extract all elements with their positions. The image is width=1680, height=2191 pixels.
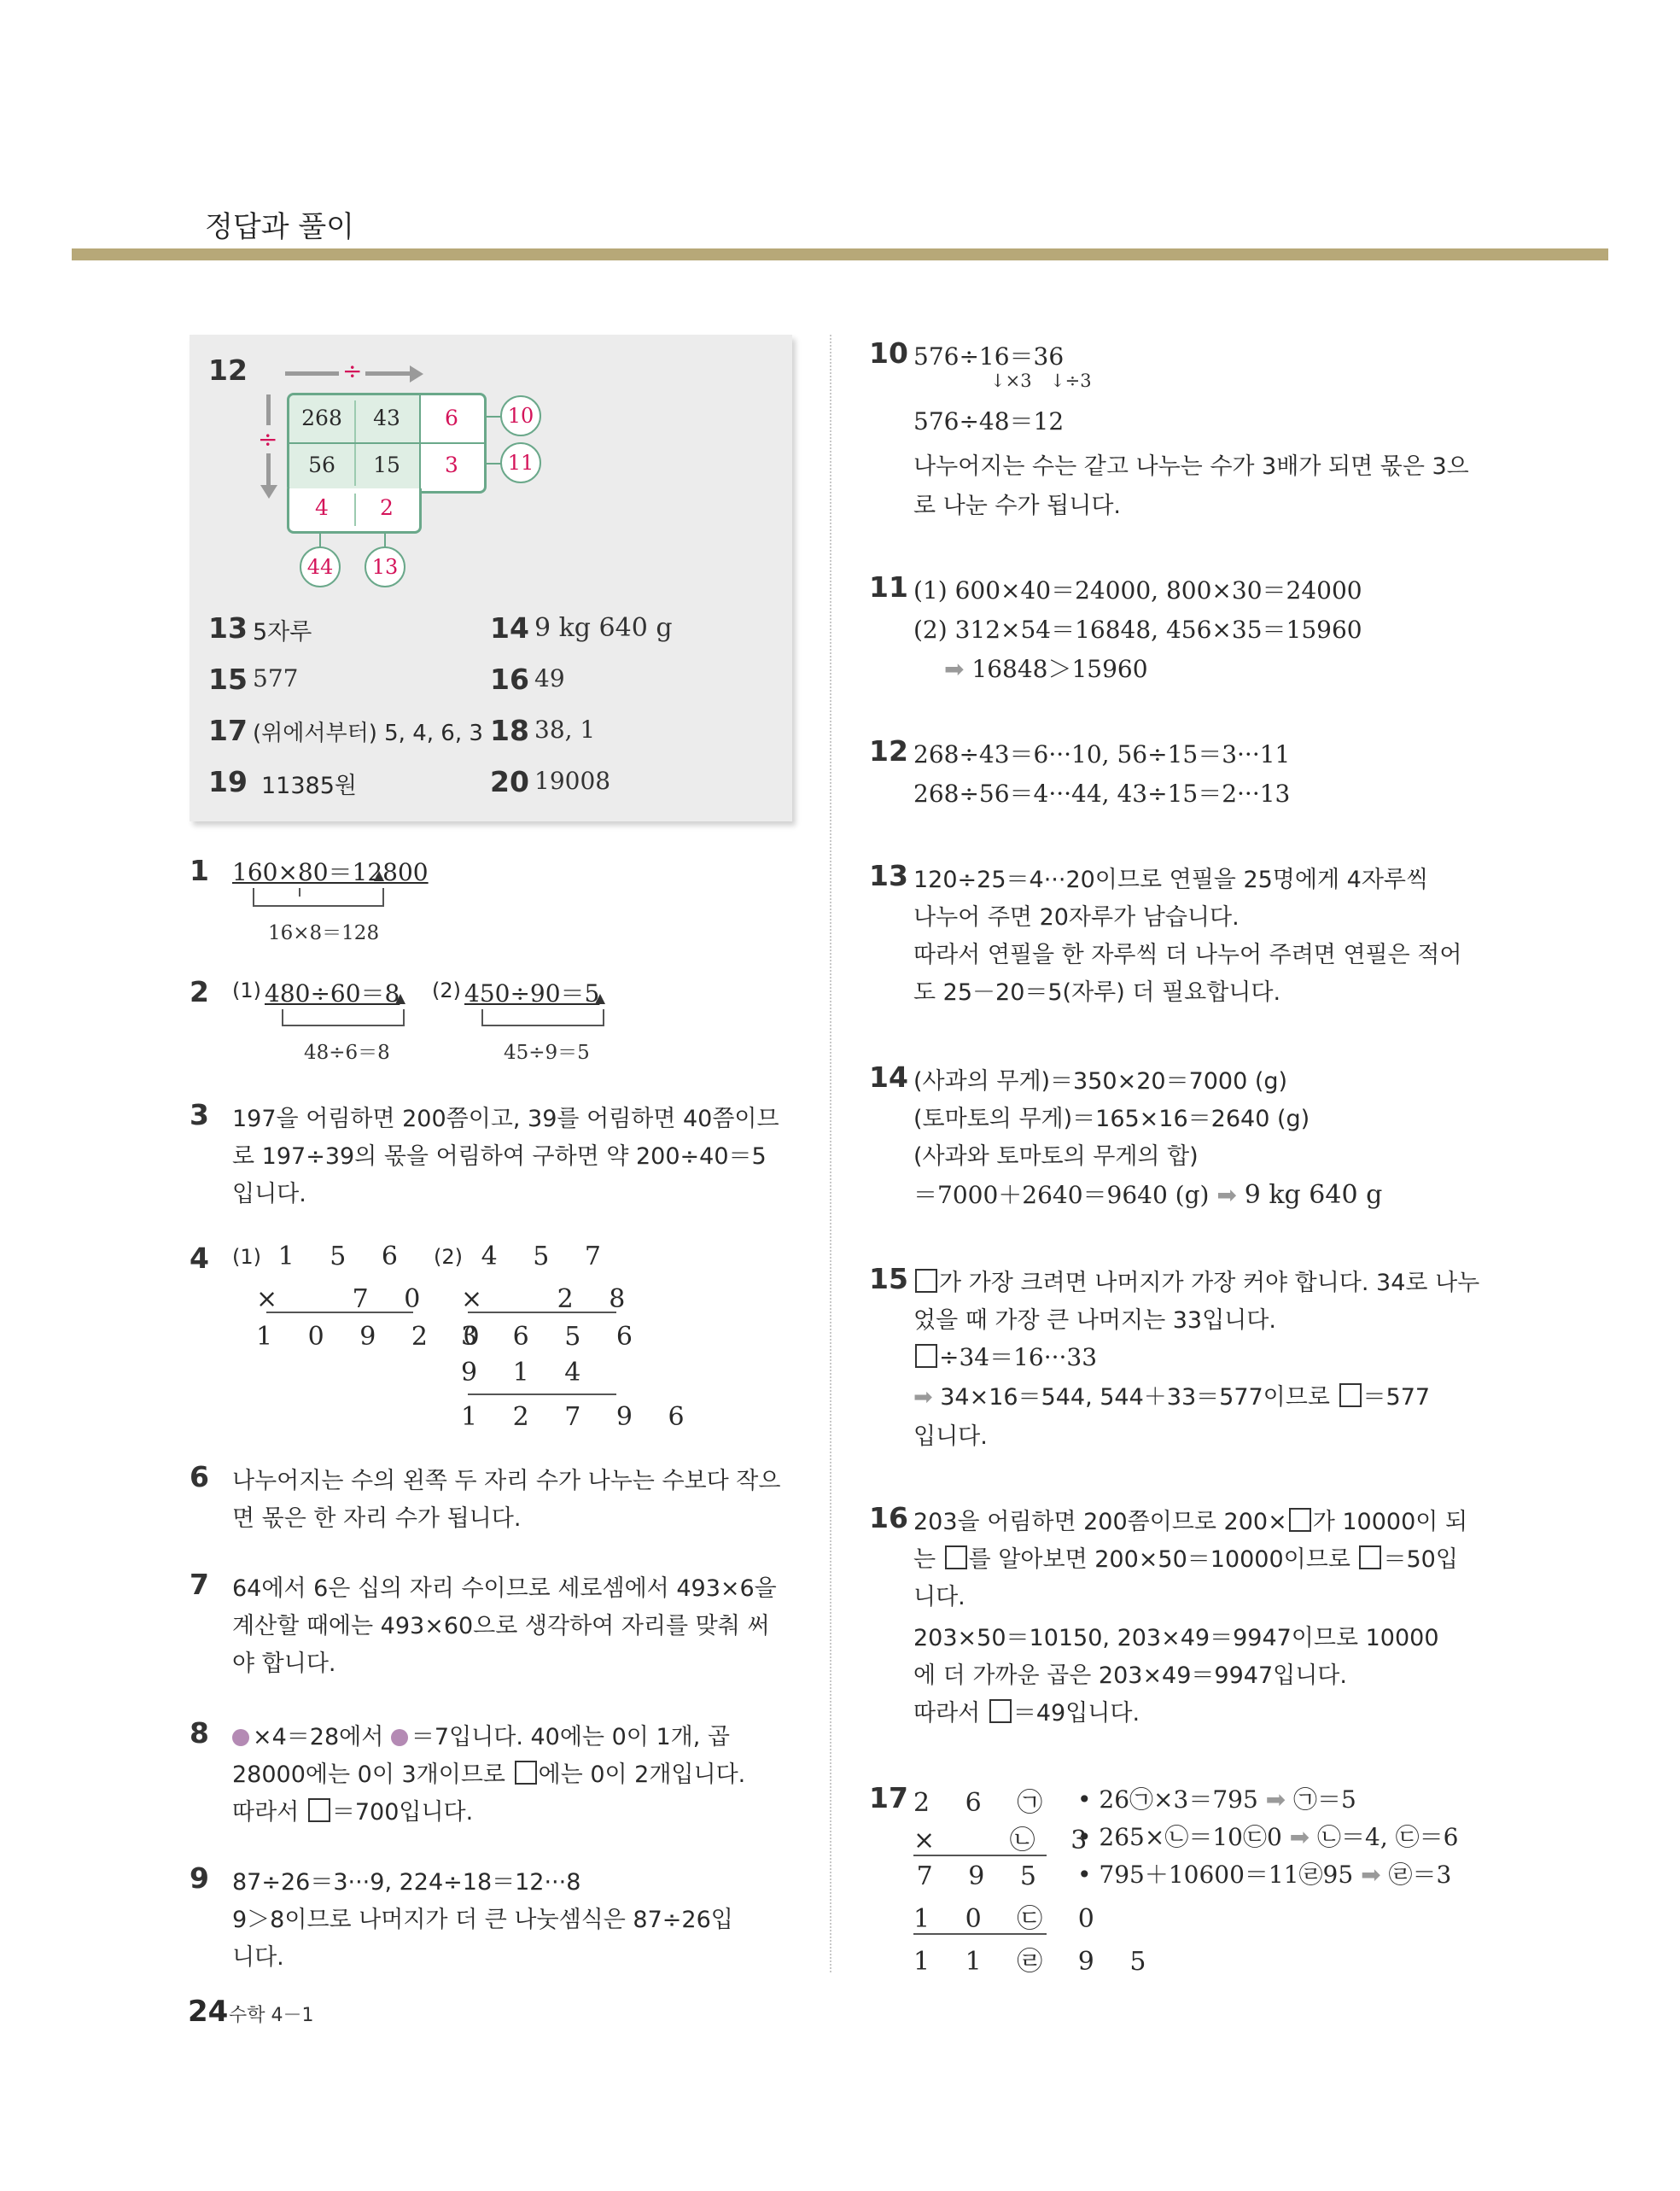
solution-4-part1-label: (1) (232, 1245, 261, 1269)
multiplication-result: 1 0 9 2 0 (256, 1322, 493, 1352)
solution-2-part2-sub: 45÷9＝5 (504, 1042, 590, 1064)
multiplication-row: 1 5 6 (277, 1242, 411, 1271)
solution-10-equation-1: 576÷16＝36 (913, 342, 1065, 371)
solution-3-line: 로 197÷39의 몫을 어림하여 구하면 약 200÷40＝5 (232, 1143, 767, 1170)
arrow-right-icon: ➡ (1216, 1181, 1237, 1209)
solution-10-number: 10 (869, 336, 908, 370)
arrow-down-icon: ↓ (1050, 371, 1065, 391)
multiplication-row: × 7 0 (256, 1284, 435, 1314)
arrow-down-icon: ↓ (990, 371, 1006, 391)
header-divider (72, 248, 1608, 260)
solution-1-number: 1 (190, 854, 209, 887)
blank-box-icon (915, 1344, 937, 1368)
grid-cell-answer: 2 (380, 495, 394, 520)
answer-16-value: 49 (534, 664, 565, 692)
solution-11-number: 11 (869, 570, 908, 604)
arrow-right-icon: ➡ (913, 1384, 933, 1411)
solution-4-number: 4 (190, 1242, 209, 1275)
answer-15-number: 15 (208, 663, 248, 696)
solution-17-bullet-2: • 265×㉡＝10㉢0 ➡ ㉡＝4, ㉢＝6 (1077, 1823, 1459, 1851)
solution-2-number: 2 (190, 975, 209, 1008)
answer-19-value: 11385원 (261, 773, 357, 799)
circle-marker-icon (232, 1729, 249, 1746)
blank-box-icon (1359, 1545, 1381, 1569)
solution-3-number: 3 (190, 1098, 209, 1131)
multiplication-row: 1 0 ㉢ 0 (913, 1904, 1108, 1934)
blank-box-icon (1339, 1383, 1362, 1407)
book-title: 수학 4－1 (229, 2005, 314, 2026)
solution-8-line-1: ×4＝28에서 ＝7입니다. 40에는 0이 1개, 곱 (232, 1718, 730, 1751)
solution-17-bullet-1: • 26㉠×3＝795 ➡ ㉠＝5 (1077, 1785, 1356, 1814)
multiplication-row: 2 6 ㉠ (913, 1788, 1057, 1818)
arrow-right-icon: ➡ (944, 655, 965, 683)
solution-16-line-2: 는 를 알아보면 200×50＝10000이므로 ＝50입 (913, 1546, 1458, 1573)
page-header-title: 정답과 풀이 (205, 210, 355, 244)
grid-cell: 43 (373, 406, 400, 430)
grid-cell: 15 (373, 453, 400, 477)
solution-10-note-2: ↓÷3 (1050, 371, 1092, 391)
solution-4-part2-label: (2) (434, 1245, 463, 1269)
solution-6-number: 6 (190, 1460, 209, 1493)
multiplication-result: 1 1 ㉣ 9 5 (913, 1947, 1160, 1977)
solution-8-line-3: 따라서 ＝700입니다. (232, 1799, 474, 1826)
grid-cell: 268 (301, 406, 342, 430)
answer-20-number: 20 (490, 765, 529, 798)
solution-2-part2-label: (2) (432, 979, 461, 1002)
answer-13-number: 13 (208, 611, 248, 645)
blank-box-icon (515, 1761, 537, 1785)
solution-7-line: 야 합니다. (232, 1651, 336, 1677)
solution-16-line-1: 203을 어림하면 200쯤이므로 200× 가 10000이 되 (913, 1509, 1468, 1535)
solution-14-line: (토마토의 무게)＝165×16＝2640 (g) (913, 1106, 1310, 1132)
solution-15-line-4: ➡ 34×16＝544, 544＋33＝577이므로 ＝577 (913, 1384, 1431, 1411)
grid-cell: 56 (308, 453, 335, 477)
answer-18-number: 18 (490, 714, 529, 747)
answer-17-number: 17 (208, 714, 248, 747)
arrow-up-icon (395, 994, 405, 1004)
solution-13-line: 따라서 연필을 한 자루씩 더 나누어 주려면 연필은 적어 (913, 942, 1462, 968)
solution-14-line-4: ＝7000＋2640＝9640 (g) ➡ 9 kg 640 g (913, 1180, 1383, 1210)
solution-10-line: 로 나눈 수가 됩니다. (913, 493, 1121, 519)
divide-symbol-horizontal: ÷ (339, 357, 365, 385)
solution-13-line: 120÷25＝4···20이므로 연필을 25명에게 4자루씩 (913, 867, 1429, 893)
blank-box-icon (308, 1798, 330, 1822)
answer-14-value: 9 kg 640 g (534, 613, 673, 643)
multiplication-result: 1 2 7 9 6 (461, 1402, 698, 1432)
answer-16-number: 16 (490, 663, 529, 696)
remainder-circle: 11 (500, 442, 541, 483)
solution-2-part1-equation: 480÷60＝8 (265, 979, 400, 1008)
solution-9-line: 니다. (232, 1944, 284, 1971)
solution-2-part2-equation: 450÷90＝5 (464, 979, 600, 1008)
multiplication-row: 7 9 5 (916, 1861, 1050, 1891)
multiplication-row: 9 1 4 (461, 1358, 595, 1388)
solution-15-line-1: 가 가장 크려면 나머지가 가장 커야 합니다. 34로 나누 (913, 1264, 1479, 1297)
solution-17-bullet-3: • 795＋10600＝11㉣95 ➡ ㉣＝3 (1077, 1861, 1452, 1889)
divide-symbol-vertical: ÷ (258, 425, 278, 453)
answer-17-value: (위에서부터) 5, 4, 6, 3 (253, 721, 483, 746)
arrow-right-icon (410, 365, 423, 383)
solution-11-line-1: (1) 600×40＝24000, 800×30＝24000 (913, 576, 1362, 605)
blank-box-icon (1289, 1508, 1311, 1532)
answer-20-value: 19008 (534, 767, 611, 795)
blank-box-icon (989, 1699, 1012, 1723)
solution-11-line-3: ➡ 16848＞15960 (944, 655, 1148, 683)
grid-cell-answer: 4 (315, 495, 329, 520)
solution-1-sub: 16×8＝128 (268, 922, 380, 944)
solution-11-line-2: (2) 312×54＝16848, 456×35＝15960 (913, 616, 1362, 644)
remainder-circle: 44 (300, 546, 341, 587)
solution-13-line: 도 25－20＝5(자루) 더 필요합니다. (913, 979, 1281, 1006)
answer-14-number: 14 (490, 611, 529, 645)
page-number: 24 (188, 1995, 229, 2029)
solution-16-line-3: 니다. (913, 1584, 965, 1610)
answer-12-number: 12 (208, 353, 248, 387)
multiplication-row: × 2 8 (461, 1284, 639, 1314)
solution-8-number: 8 (190, 1716, 209, 1750)
blank-box-icon (945, 1545, 967, 1569)
solution-16-line-5: 에 더 가까운 곱은 203×49＝9947입니다. (913, 1662, 1347, 1689)
answer-15-value: 577 (253, 664, 299, 692)
solution-15-number: 15 (869, 1262, 908, 1295)
solution-10-equation-2: 576÷48＝12 (913, 407, 1065, 435)
solution-16-line-6: 따라서 ＝49입니다. (913, 1700, 1140, 1727)
circle-marker-icon (391, 1729, 408, 1746)
solution-7-line: 계산할 때에는 493×60으로 생각하여 자리를 맞춰 써 (232, 1613, 770, 1639)
solution-10-line: 나누어지는 수는 같고 나누는 수가 3배가 되면 몫은 3으 (913, 453, 1469, 480)
multiplication-row: 4 5 7 (481, 1242, 615, 1271)
solution-9-line: 87÷26＝3···9, 224÷18＝12···8 (232, 1869, 581, 1896)
answer-19-number: 19 (208, 765, 248, 798)
solution-6-line: 나누어지는 수의 왼쪽 두 자리 수가 나누는 수보다 작으 (232, 1468, 781, 1494)
remainder-circle: 10 (500, 395, 541, 436)
solution-17-number: 17 (869, 1781, 908, 1814)
arrow-right-icon: ➡ (1289, 1823, 1310, 1851)
grid-bottom-row (287, 488, 422, 534)
answer-18-value: 38, 1 (534, 716, 596, 744)
solution-3-line: 197을 어림하면 200쯤이고, 39를 어림하면 40쯤이므 (232, 1106, 779, 1132)
solution-10-note-1: ↓×3 (990, 371, 1032, 391)
solution-7-number: 7 (190, 1568, 209, 1601)
multiplication-row: 3 6 5 6 (461, 1322, 646, 1352)
solution-14-number: 14 (869, 1060, 908, 1094)
multiplication-row: × ㉡ 3 (913, 1826, 1101, 1855)
solution-12-line: 268÷56＝4···44, 43÷15＝2···13 (913, 780, 1291, 808)
solution-9-number: 9 (190, 1861, 209, 1895)
solution-16-number: 16 (869, 1501, 908, 1534)
solution-2-part1-label: (1) (232, 979, 261, 1002)
grid-cell-answer: 3 (445, 453, 458, 477)
answer-summary-box (190, 335, 792, 821)
division-grid (287, 393, 487, 494)
solution-14-line: (사과와 토마토의 무게의 합) (913, 1143, 1199, 1170)
arrow-right-icon: ➡ (1265, 1785, 1286, 1814)
arrow-up-icon (595, 994, 605, 1004)
solution-6-line: 면 몫은 한 자리 수가 됩니다. (232, 1505, 522, 1532)
arrow-up-icon (374, 871, 384, 881)
solution-13-number: 13 (869, 859, 908, 892)
solution-12-number: 12 (869, 734, 908, 768)
solution-2-part1-sub: 48÷6＝8 (304, 1042, 390, 1064)
solution-14-line: (사과의 무게)＝350×20＝7000 (g) (913, 1068, 1288, 1095)
remainder-circle: 13 (365, 546, 405, 587)
column-divider (830, 335, 831, 1972)
solution-7-line: 64에서 6은 십의 자리 수이므로 세로셈에서 493×6을 (232, 1575, 777, 1602)
solution-12-line: 268÷43＝6···10, 56÷15＝3···11 (913, 740, 1291, 768)
solution-15-line-3: ÷34＝16···33 (913, 1339, 1097, 1373)
arrow-right-icon: ➡ (1361, 1861, 1381, 1889)
solution-8-line-2: 28000에는 0이 3개이므로 에는 0이 2개입니다. (232, 1762, 746, 1788)
grid-cell-answer: 6 (445, 406, 458, 430)
solution-16-line-4: 203×50＝10150, 203×49＝9947이므로 10000 (913, 1625, 1439, 1651)
answer-13-value: 5자루 (253, 619, 312, 646)
blank-box-icon (915, 1269, 937, 1293)
solution-15-line-5: 입니다. (913, 1423, 988, 1450)
solution-15-line-2: 었을 때 가장 큰 나머지는 33입니다. (913, 1307, 1276, 1334)
solution-9-line: 9＞8이므로 나머지가 더 큰 나눗셈식은 87÷26입 (232, 1907, 733, 1933)
solution-3-line: 입니다. (232, 1181, 306, 1207)
arrow-down-icon (260, 485, 277, 499)
solution-13-line: 나누어 주면 20자루가 남습니다. (913, 904, 1240, 931)
solution-1-equation: 160×80＝12800 (232, 858, 429, 886)
